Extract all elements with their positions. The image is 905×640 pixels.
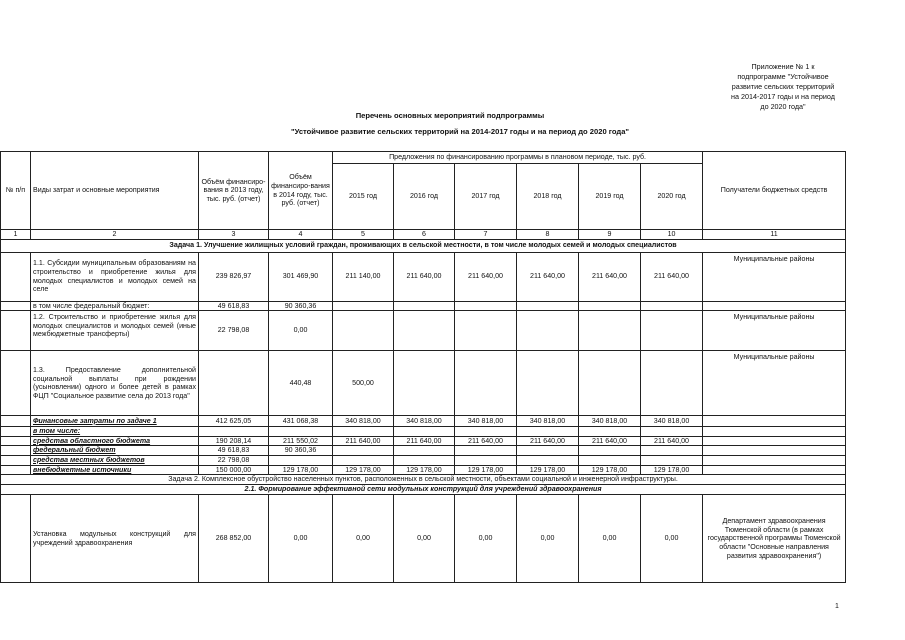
row-label: 1.3. Предоставление дополнительной социальной выплаты при рождении (усыновлении) одного и более детей в рамках ФЦП "Социальное развитие села до 2013 года"	[31, 351, 199, 416]
table-row	[1, 427, 846, 437]
column-number: 1	[1, 230, 31, 240]
column-number: 6	[394, 230, 455, 240]
table-row	[1, 252, 846, 301]
value-cell: 0,00	[455, 495, 517, 583]
table-row	[1, 311, 846, 351]
value-cell: 211 640,00	[333, 436, 394, 446]
row-label: 1.2. Строительство и приобретение жилья для молодых специалистов и молодых семей (иные межбюджетные трансферты)	[31, 311, 199, 351]
value-cell: 129 178,00	[641, 465, 703, 475]
value-cell: 49 618,83	[199, 301, 269, 311]
recipient-cell: Муниципальные районы	[703, 351, 846, 416]
value-cell: 211 140,00	[333, 252, 394, 301]
table-row	[1, 436, 846, 446]
header-year: 2016 год	[394, 164, 455, 230]
task2-title: Задача 2. Комплексное обустройство населенных пунктов, расположенных в сельской местности, объектами социальной и инженерной инфраструктуры.	[1, 475, 846, 485]
row-label: 1.1. Субсидии муниципальным образованиям на строительство и приобретение жилья для молодых специалистов и молодых семей на селе	[31, 252, 199, 301]
value-cell: 211 640,00	[641, 252, 703, 301]
appendix-line: развитие сельских территорий	[731, 82, 835, 91]
value-cell: 90 360,36	[269, 446, 333, 456]
table-row	[1, 351, 846, 416]
value-cell: 150 000,00	[199, 465, 269, 475]
value-cell: 211 640,00	[517, 252, 579, 301]
row-label: средства местных бюджетов	[31, 455, 199, 465]
column-number: 10	[641, 230, 703, 240]
column-number: 3	[199, 230, 269, 240]
value-cell: 340 818,00	[394, 416, 455, 427]
column-number: 9	[579, 230, 641, 240]
value-cell: 190 208,14	[199, 436, 269, 446]
header-row	[1, 152, 846, 164]
value-cell: 268 852,00	[199, 495, 269, 583]
task1-title: Задача 1. Улучшение жилищных условий граждан, проживающих в сельской местности, в том числе молодых семей и молодых специалистов	[1, 239, 846, 252]
value-cell: 90 360,36	[269, 301, 333, 311]
appendix-line: на 2014-2017 годы и на период	[731, 92, 835, 101]
value-cell: 0,00	[579, 495, 641, 583]
table-row	[1, 465, 846, 475]
header-year: 2015 год	[333, 164, 394, 230]
column-number: 5	[333, 230, 394, 240]
row-label: федеральный бюджет	[31, 446, 199, 456]
value-cell: 211 550,02	[269, 436, 333, 446]
value-cell: 340 818,00	[333, 416, 394, 427]
value-cell: 0,00	[641, 495, 703, 583]
task2-subtitle-row	[1, 485, 846, 495]
document-subtitle: "Устойчивое развитие сельских территорий на 2014-2017 годы и на период до 2020 года"	[290, 127, 630, 136]
recipient-cell: Муниципальные районы	[703, 311, 846, 351]
row-label: внебюджетные источники	[31, 465, 199, 475]
table-row	[1, 416, 846, 427]
table-row	[1, 301, 846, 311]
appendix-line: Приложение № 1 к	[751, 62, 815, 71]
header-year: 2019 год	[579, 164, 641, 230]
value-cell: 211 640,00	[394, 436, 455, 446]
header-year: 2017 год	[455, 164, 517, 230]
column-number: 7	[455, 230, 517, 240]
value-cell: 22 798,08	[199, 455, 269, 465]
column-number: 8	[517, 230, 579, 240]
row-label: в том числе:	[31, 427, 199, 437]
task2-subtitle: 2.1. Формирование эффективной сети модульных конструкций для учреждений здравоохранения	[1, 485, 846, 495]
value-cell: 0,00	[517, 495, 579, 583]
appendix-line: до 2020 года"	[760, 102, 806, 111]
page-number: 1	[835, 603, 839, 610]
value-cell: 239 826,97	[199, 252, 269, 301]
value-cell: 211 640,00	[455, 252, 517, 301]
activities-table	[0, 151, 846, 583]
row-label: Финансовые затраты по задаче 1	[31, 416, 199, 427]
value-cell: 129 178,00	[269, 465, 333, 475]
table-row	[1, 455, 846, 465]
value-cell: 0,00	[269, 495, 333, 583]
header-year: 2018 год	[517, 164, 579, 230]
value-cell: 129 178,00	[333, 465, 394, 475]
value-cell: 211 640,00	[641, 436, 703, 446]
value-cell: 340 818,00	[641, 416, 703, 427]
value-cell: 412 625,05	[199, 416, 269, 427]
appendix-line: подпрограмме "Устойчивое	[737, 72, 829, 81]
value-cell: 211 640,00	[394, 252, 455, 301]
header-vol-2014: Объём финансиро-вания в 2014 году, тыс. руб. (отчет)	[269, 152, 333, 230]
task2-title-row	[1, 475, 846, 485]
value-cell: 340 818,00	[455, 416, 517, 427]
header-year: 2020 год	[641, 164, 703, 230]
task1-title-row	[1, 239, 846, 252]
value-cell: 129 178,00	[455, 465, 517, 475]
value-cell: 211 640,00	[455, 436, 517, 446]
value-cell: 0,00	[269, 311, 333, 351]
recipient-cell: Муниципальные районы	[703, 252, 846, 301]
header-num: № п/п	[1, 152, 31, 230]
header-vol-2013: Объём финансиро-вания в 2013 году, тыс. руб. (отчет)	[199, 152, 269, 230]
header-types: Виды затрат и основные мероприятия	[31, 152, 199, 230]
value-cell: 500,00	[333, 351, 394, 416]
value-cell: 431 068,38	[269, 416, 333, 427]
table-row	[1, 446, 846, 456]
value-cell: 22 798,08	[199, 311, 269, 351]
column-number: 2	[31, 230, 199, 240]
value-cell: 301 469,90	[269, 252, 333, 301]
value-cell: 211 640,00	[517, 436, 579, 446]
column-number: 4	[269, 230, 333, 240]
row-label: Установка модульных конструкций для учреждений здравоохранения	[31, 495, 199, 583]
value-cell: 340 818,00	[579, 416, 641, 427]
value-cell: 211 640,00	[579, 252, 641, 301]
recipient-cell: Департамент здравоохранения Тюменской области (в рамках государственной программы Тюменской области "Основные направления развития здравоохранения")	[703, 495, 846, 583]
appendix-note	[708, 62, 858, 112]
value-cell: 340 818,00	[517, 416, 579, 427]
value-cell: 0,00	[333, 495, 394, 583]
column-numbers-row	[1, 230, 846, 240]
value-cell: 49 618,83	[199, 446, 269, 456]
value-cell: 129 178,00	[517, 465, 579, 475]
table-row	[1, 495, 846, 583]
header-recipients: Получатели бюджетных средств	[703, 152, 846, 230]
row-label: в том числе федеральный бюджет:	[31, 301, 199, 311]
value-cell: 211 640,00	[579, 436, 641, 446]
row-label: средства областного бюджета	[31, 436, 199, 446]
header-proposals: Предложения по финансированию программы в плановом периоде, тыс. руб.	[333, 152, 703, 164]
column-number: 11	[703, 230, 846, 240]
value-cell: 129 178,00	[394, 465, 455, 475]
document-title: Перечень основных мероприятий подпрограммы	[355, 111, 545, 120]
value-cell: 440,48	[269, 351, 333, 416]
value-cell: 0,00	[394, 495, 455, 583]
value-cell: 129 178,00	[579, 465, 641, 475]
